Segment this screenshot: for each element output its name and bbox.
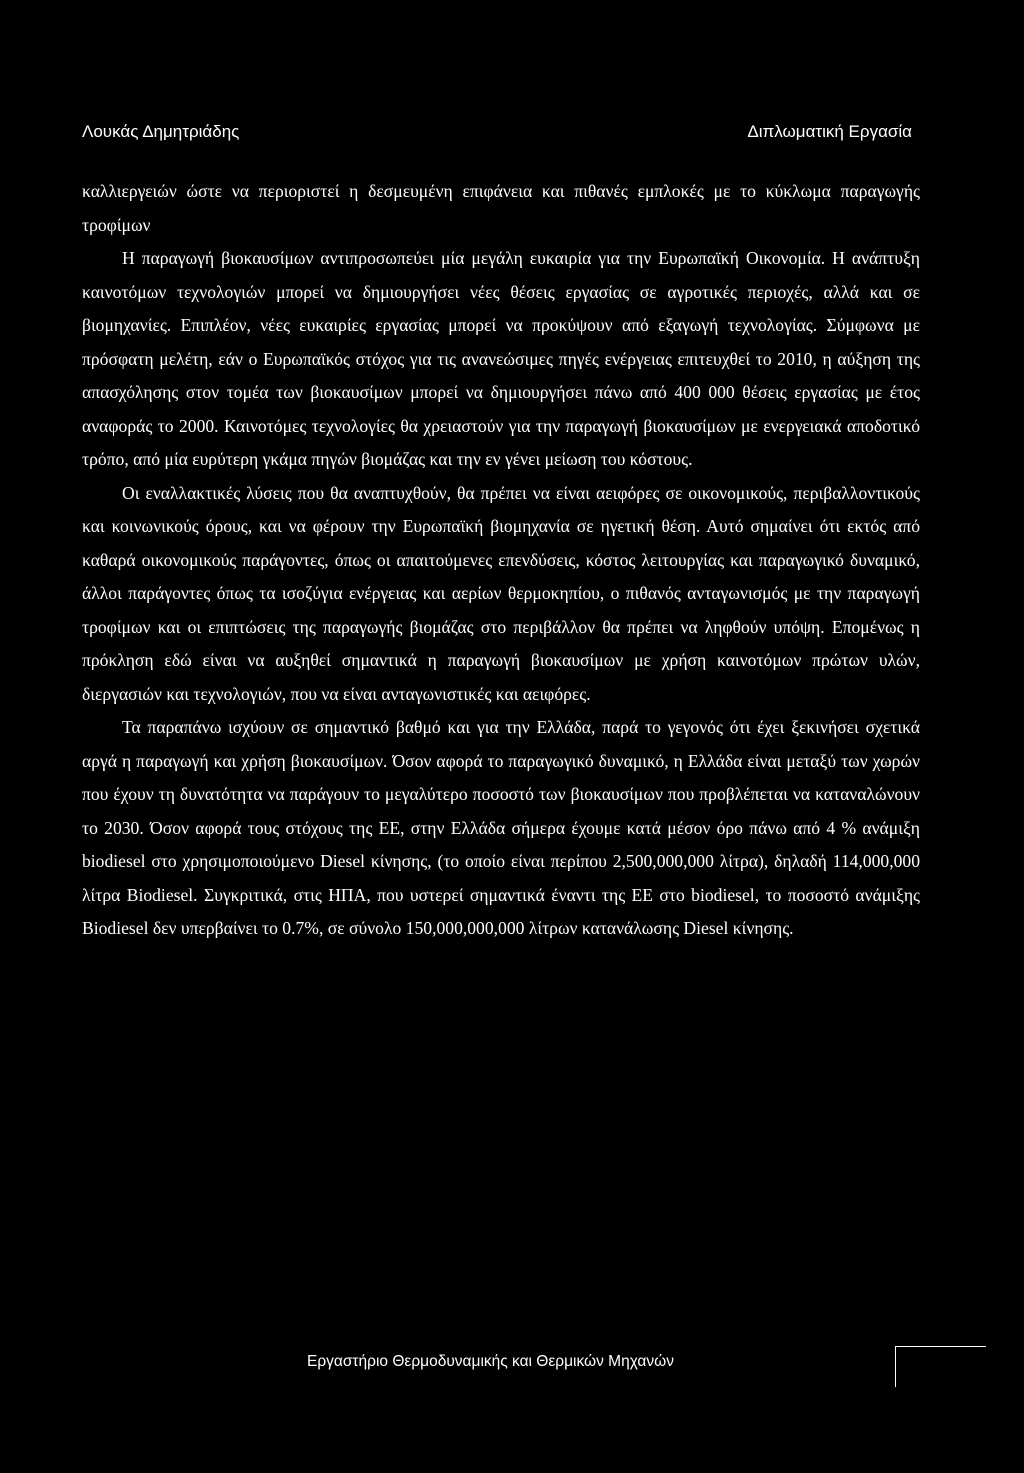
page-header bbox=[82, 122, 912, 146]
paragraph-biofuel-opportunity: Η παραγωγή βιοκαυσίμων αντιπροσωπεύει μία μεγάλη ευκαιρία για την Ευρωπαϊκή Οικονομία. Η ανάπτυξη καινοτόμων τεχνολογιών μπορεί να δημιουργήσει νέες θέσεις εργασίας σε αγροτικές περιοχές, αλλά και σε βιομηχανίες. Επιπλέον, νέες ευκαιρίες εργασίας μπορεί να προκύψουν από εξαγωγή τεχνολογίας. Σύμφωνα με πρόσφατη μελέτη, εάν ο Ευρωπαϊκός στόχος για τις ανανεώσιμες πηγές ενέργειας επιτευχθεί το 2010, η αύξηση της απασχόλησης στον τομέα των βιοκαυσίμων μπορεί να δημιουργήσει πάνω από 400 000 θέσεις εργασίας με έτος αναφοράς το 2000. Καινοτόμες τεχνολογίες θα χρειαστούν για την παραγωγή βιοκαυσίμων με ενεργειακά αποδοτικό τρόπο, από μία ευρύτερη γκάμα πηγών βιομάζας και την εν γένει μείωση του κόστους. bbox=[82, 248, 920, 469]
page-footer: Εργαστήριο Θερμοδυναμικής και Θερμικών Μηχανών bbox=[307, 1353, 674, 1370]
paragraph-sustainable-solutions: Οι εναλλακτικές λύσεις που θα αναπτυχθούν, θα πρέπει να είναι αειφόρες σε οικονομικούς, περιβαλλοντικούς και κοινωνικούς όρους, και να φέρουν την Ευρωπαϊκή βιομηχανία σε ηγετική θέση. Αυτό σημαίνει ότι εκτός από καθαρά οικονομικούς παράγοντες, όπως οι απαιτούμενες επενδύσεις, κόστος λειτουργίας και παραγωγικό δυναμικό, άλλοι παράγοντες όπως τα ισοζύγια ενέργειας και αερίων θερμοκηπίου, ο πιθανός ανταγωνισμός με την παραγωγή τροφίμων και οι επιπτώσεις της παραγωγής βιομάζας στο περιβάλλον θα πρέπει να ληφθούν υπόψη. Επομένως η πρόκληση εδώ είναι να αυξηθεί σημαντικά η παραγωγή βιοκαυσίμων με χρήση καινοτόμων πρώτων υλών, διεργασιών και τεχνολογιών, που να είναι ανταγωνιστικές και αειφόρες. bbox=[82, 482, 920, 704]
paragraph-greece: Τα παραπάνω ισχύουν σε σημαντικό βαθμό και για την Ελλάδα, παρά το γεγονός ότι έχει ξεκινήσει σχετικά αργά η παραγωγή και χρήση βιοκαυσίμων. Όσον αφορά το παραγωγικό δυναμικό, η Ελλάδα είναι μεταξύ των χωρών που έχουν τη δυνατότητα να παράγουν το μεγαλύτερο ποσοστό των βιοκαυσίμων που προβλέπεται να καταναλώνουν το 2030. Όσον αφορά τους στόχους της ΕΕ, στην Ελλάδα σήμερα έχουμε κατά μέσον όρο πάνω από 4 % ανάμιξη biodiesel στο χρησιμοποιούμενο Diesel κίνησης, (το οποίο είναι περίπου 2,500,000,000 λίτρα), δηλαδή 114,000,000 λίτρα Biodiesel. Συγκριτικά, στις ΗΠΑ, που υστερεί σημαντικά έναντι της ΕΕ στο biodiesel, το ποσοστό ανάμιξης Biodiesel δεν υπερβαίνει το 0.7%, σε σύνολο 150,000,000,000 λίτρων κατανάλωσης Diesel κίνησης. bbox=[82, 717, 920, 938]
page-number-box bbox=[895, 1346, 986, 1387]
body-text bbox=[82, 175, 920, 946]
header-author: Λουκάς Δημητριάδης bbox=[82, 122, 240, 141]
paragraph-continued: καλλιεργειών ώστε να περιοριστεί η δεσμευμένη επιφάνεια και πιθανές εμπλοκές με το κύκλωμα παραγωγής τροφίμων bbox=[82, 181, 920, 235]
header-doc-type: Διπλωματική Εργασία bbox=[747, 122, 912, 141]
